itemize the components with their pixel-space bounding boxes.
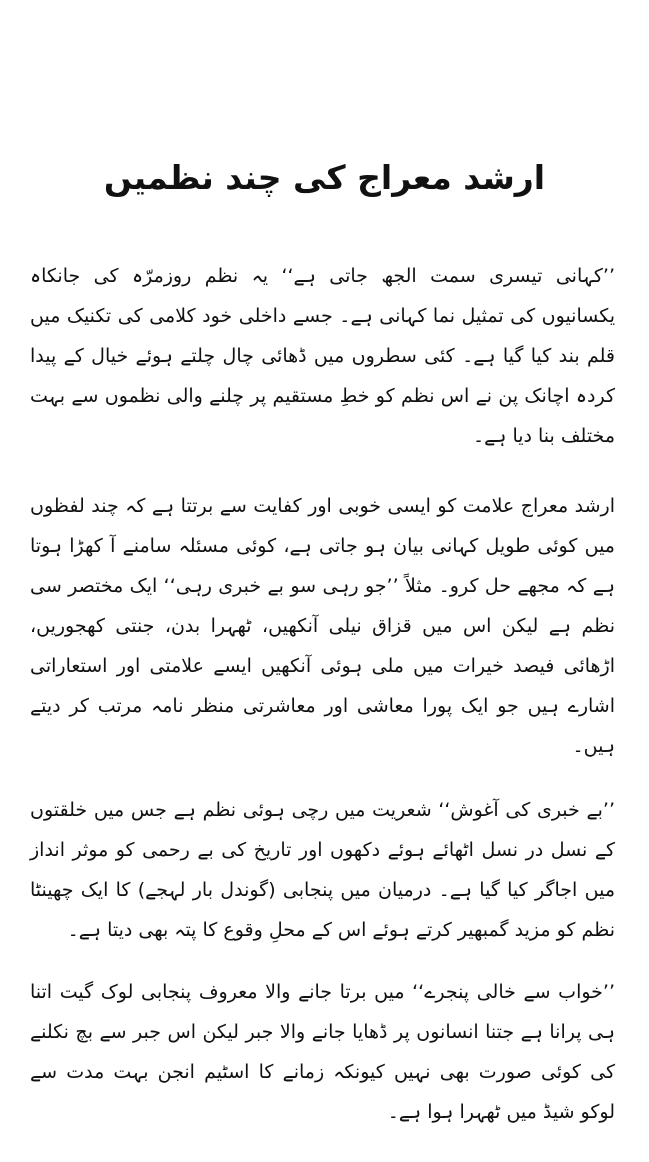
article-body: [30, 256, 615, 1162]
paragraph-2: ارشد معراج علامت کو ایسی خوبی اور کفایت سے برتتا ہے کہ چند لفظوں میں کوئی طویل کہانی بیان ہو جاتی ہے، کوئی مسئلہ سامنے آ کھڑا ہوتا ہے کہ مجھے حل کرو۔ مثلاً ’’جو رہی سو بے خبری رہی‘‘ ایک مختصر سی نظم ہے لیکن اس میں قزاق نیلی آنکھیں، ٹھہرا بدن، جنتی کھجوریں، اڑھائی فیصد خیرات میں ملی ہوئی آنکھیں ایسے علامتی اور استعاراتی اشارے ہیں جو ایک پورا معاشی اور معاشرتی منظر نامہ مرتب کر دیتے ہیں۔: [30, 495, 615, 757]
paragraph-4: ’’خواب سے خالی پنجرے‘‘ میں برتا جانے والا معروف پنجابی لوک گیت اتنا ہی پرانا ہے جتنا انسانوں پر ڈھایا جانے والا جبر لیکن اس جبر سے بچ نکلنے کی کوئی صورت بھی نہیں کیونکہ زمانے کا اسٹیم انجن بہت مدت سے لوکو شیڈ میں ٹھہرا ہوا ہے۔: [30, 981, 615, 1123]
paragraph-3: ’’بے خبری کی آغوش‘‘ شعریت میں رچی ہوئی نظم ہے جس میں خلقتوں کے نسل در نسل اٹھائے ہوئے دکھوں اور تاریخ کی بے رحمی کو موثر انداز میں اجاگر کیا گیا ہے۔ درمیان میں پنجابی (گوندل بار لہجے) کا ایک چھینٹا نظم کو مزید گمبھیر کرتے ہوئے اس کے محلِ وقوع کا پتہ بھی دیتا ہے۔: [30, 799, 615, 941]
paragraph-1: ’’کہانی تیسری سمت الجھ جاتی ہے‘‘ یہ نظم روزمرّہ کی جانکاہ یکسانیوں کی تمثیل نما کہانی ہے۔ جسے داخلی خود کلامی کی تکنیک میں قلم بند کیا گیا ہے۔ کئی سطروں میں ڈھائی چال چلتے ہوئے خیال کے پیدا کردہ اچانک پن نے اس نظم کو خطِ مستقیم پر چلنے والی نظموں سے بہت مختلف بنا دیا ہے۔: [30, 265, 615, 447]
page-title: ارشد معراج کی چند نظمیں: [103, 158, 546, 197]
